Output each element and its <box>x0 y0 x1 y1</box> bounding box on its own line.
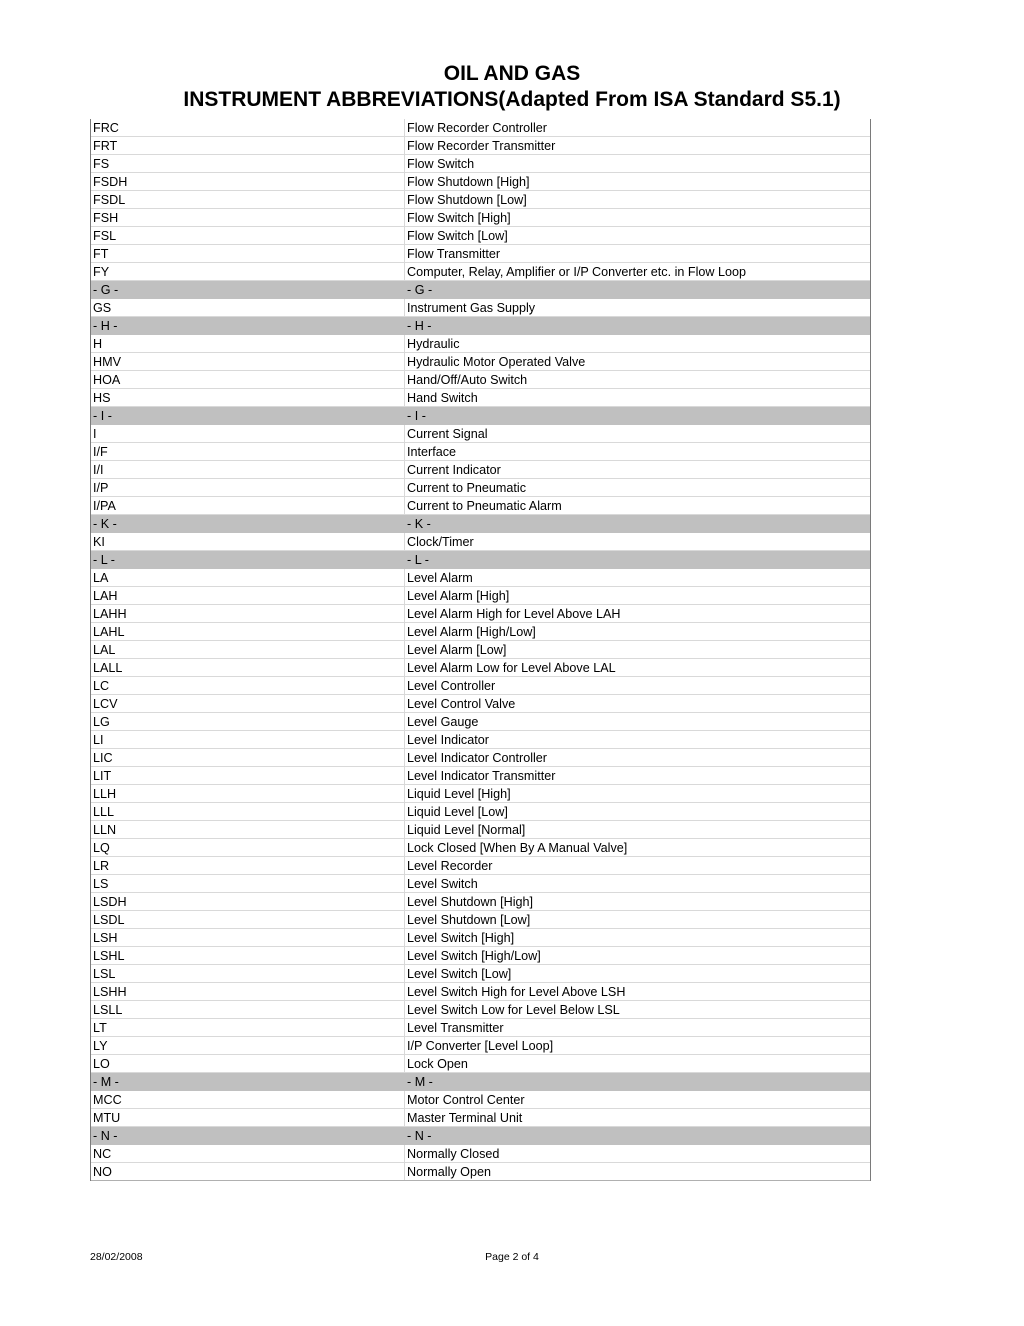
description-cell: Level Switch [Low] <box>407 967 512 981</box>
abbreviation-cell: FSL <box>91 227 405 244</box>
abbreviation-cell: FT <box>91 245 405 262</box>
abbreviation-cell: LSH <box>91 929 405 946</box>
abbreviation-cell: LSDH <box>91 893 405 910</box>
description-cell: Level Transmitter <box>407 1021 504 1035</box>
description-cell: I/P Converter [Level Loop] <box>407 1039 554 1053</box>
document-title: OIL AND GAS <box>443 62 581 85</box>
section-header-row <box>91 551 870 569</box>
abbreviation-cell: FSH <box>91 209 405 226</box>
abbreviation-cell: LI <box>91 731 405 748</box>
section-header-row <box>91 1127 870 1145</box>
table-row <box>91 1001 870 1019</box>
table-row <box>91 1145 870 1163</box>
description-cell: Flow Shutdown [Low] <box>407 193 527 207</box>
section-letter: - N - <box>407 1129 432 1143</box>
table-row <box>91 137 870 155</box>
description-cell: Level Controller <box>407 679 496 693</box>
description-cell: Level Alarm <box>407 571 473 585</box>
table-row <box>91 803 870 821</box>
description-cell: Level Switch [High/Low] <box>407 949 541 963</box>
abbreviation-cell: HMV <box>91 353 405 370</box>
table-row <box>91 209 870 227</box>
table-row <box>91 155 870 173</box>
description-cell: Level Alarm [High/Low] <box>407 625 536 639</box>
description-cell: Level Switch [High] <box>407 931 515 945</box>
abbreviation-cell: LS <box>91 875 405 892</box>
abbreviation-cell: LA <box>91 569 405 586</box>
abbreviation-cell: LSLL <box>91 1001 405 1018</box>
table-row <box>91 623 870 641</box>
description-cell: Current Signal <box>407 427 488 441</box>
section-letter: - I - <box>91 407 405 424</box>
section-letter: - I - <box>407 409 426 423</box>
footer-page-number: Page 2 of 4 <box>485 1251 539 1263</box>
abbreviation-cell: LSL <box>91 965 405 982</box>
table-row <box>91 875 870 893</box>
section-header-row <box>91 515 870 533</box>
abbreviation-cell: FS <box>91 155 405 172</box>
description-cell: Lock Open <box>407 1057 468 1071</box>
description-cell: Flow Recorder Controller <box>407 121 547 135</box>
table-row <box>91 353 870 371</box>
abbreviation-cell: FSDH <box>91 173 405 190</box>
abbreviation-cell: LT <box>91 1019 405 1036</box>
description-cell: Computer, Relay, Amplifier or I/P Converter etc. in Flow Loop <box>407 265 747 279</box>
abbreviation-cell: MCC <box>91 1091 405 1108</box>
description-cell: Flow Switch <box>407 157 475 171</box>
table-row <box>91 1055 870 1073</box>
description-cell: Flow Transmitter <box>407 247 501 261</box>
table-row <box>91 1037 870 1055</box>
abbreviation-cell: MTU <box>91 1109 405 1126</box>
table-row <box>91 245 870 263</box>
abbreviation-cell: I/P <box>91 479 405 496</box>
table-row <box>91 731 870 749</box>
table-row <box>91 839 870 857</box>
document-subtitle: INSTRUMENT ABBREVIATIONS(Adapted From ISA Standard S5.1) <box>183 88 841 111</box>
abbreviation-cell: FY <box>91 263 405 280</box>
abbreviation-cell: LSHL <box>91 947 405 964</box>
description-cell: Level Alarm High for Level Above LAH <box>407 607 621 621</box>
abbreviation-cell: LSHH <box>91 983 405 1000</box>
description-cell: Level Switch Low for Level Below LSL <box>407 1003 620 1017</box>
description-cell: Motor Control Center <box>407 1093 525 1107</box>
abbreviation-cell: LC <box>91 677 405 694</box>
description-cell: Liquid Level [Low] <box>407 805 508 819</box>
description-cell: Level Shutdown [High] <box>407 895 534 909</box>
table-row <box>91 263 870 281</box>
abbreviation-cell: FRT <box>91 137 405 154</box>
table-row <box>91 893 870 911</box>
description-cell: Level Recorder <box>407 859 493 873</box>
section-letter: - H - <box>91 317 405 334</box>
table-row <box>91 389 870 407</box>
table-row <box>91 173 870 191</box>
section-letter: - K - <box>407 517 431 531</box>
table-row <box>91 857 870 875</box>
abbreviation-cell: LG <box>91 713 405 730</box>
abbreviation-cell: LAHH <box>91 605 405 622</box>
table-row <box>91 929 870 947</box>
abbreviation-cell: I/F <box>91 443 405 460</box>
abbreviation-cell: HOA <box>91 371 405 388</box>
table-row <box>91 461 870 479</box>
description-cell: Flow Switch [High] <box>407 211 511 225</box>
table-row <box>91 1091 870 1109</box>
abbreviation-cell: LIT <box>91 767 405 784</box>
description-cell: Current to Pneumatic Alarm <box>407 499 562 513</box>
table-row <box>91 785 870 803</box>
description-cell: Level Alarm [High] <box>407 589 510 603</box>
section-letter: - G - <box>91 281 405 298</box>
table-row <box>91 677 870 695</box>
table-row <box>91 767 870 785</box>
abbreviation-table <box>90 119 871 1181</box>
section-letter: - G - <box>407 283 433 297</box>
abbreviation-cell: LSDL <box>91 911 405 928</box>
abbreviation-cell: LO <box>91 1055 405 1072</box>
description-cell: Level Alarm Low for Level Above LAL <box>407 661 616 675</box>
abbreviation-cell: NC <box>91 1145 405 1162</box>
section-letter: - M - <box>407 1075 433 1089</box>
table-row <box>91 479 870 497</box>
section-letter: - L - <box>407 553 429 567</box>
description-cell: Level Gauge <box>407 715 479 729</box>
abbreviation-cell: LAL <box>91 641 405 658</box>
table-row <box>91 821 870 839</box>
table-row <box>91 605 870 623</box>
abbreviation-cell: LCV <box>91 695 405 712</box>
abbreviation-cell: H <box>91 335 405 352</box>
table-row <box>91 299 870 317</box>
abbreviation-cell: FRC <box>91 119 405 136</box>
abbreviation-cell: KI <box>91 533 405 550</box>
table-row <box>91 335 870 353</box>
description-cell: Hand Switch <box>407 391 478 405</box>
abbreviation-cell: I/I <box>91 461 405 478</box>
description-cell: Liquid Level [Normal] <box>407 823 526 837</box>
section-header-row <box>91 317 870 335</box>
description-cell: Liquid Level [High] <box>407 787 511 801</box>
section-letter: - M - <box>91 1073 405 1090</box>
table-row <box>91 659 870 677</box>
section-letter: - L - <box>91 551 405 568</box>
table-row <box>91 1163 870 1181</box>
section-letter: - H - <box>407 319 432 333</box>
abbreviation-cell: GS <box>91 299 405 316</box>
section-header-row <box>91 281 870 299</box>
table-row <box>91 497 870 515</box>
description-cell: Level Indicator Transmitter <box>407 769 556 783</box>
table-row <box>91 749 870 767</box>
table-row <box>91 911 870 929</box>
abbreviation-cell: LY <box>91 1037 405 1054</box>
table-row <box>91 1019 870 1037</box>
description-cell: Hand/Off/Auto Switch <box>407 373 528 387</box>
description-cell: Flow Shutdown [High] <box>407 175 530 189</box>
description-cell: Level Indicator Controller <box>407 751 548 765</box>
table-row <box>91 371 870 389</box>
description-cell: Clock/Timer <box>407 535 474 549</box>
table-row <box>91 641 870 659</box>
abbreviation-cell: LIC <box>91 749 405 766</box>
description-cell: Level Alarm [Low] <box>407 643 507 657</box>
section-header-row <box>91 407 870 425</box>
description-cell: Interface <box>407 445 457 459</box>
description-cell: Level Control Valve <box>407 697 516 711</box>
section-letter: - K - <box>91 515 405 532</box>
abbreviation-cell: LQ <box>91 839 405 856</box>
abbreviation-cell: LAHL <box>91 623 405 640</box>
table-row <box>91 947 870 965</box>
footer-date: 28/02/2008 <box>90 1251 143 1263</box>
table-row <box>91 191 870 209</box>
description-cell: Level Switch <box>407 877 478 891</box>
description-cell: Hydraulic Motor Operated Valve <box>407 355 586 369</box>
abbreviation-cell: LAH <box>91 587 405 604</box>
abbreviation-cell: LLN <box>91 821 405 838</box>
table-row <box>91 983 870 1001</box>
section-header-row <box>91 1073 870 1091</box>
table-row <box>91 713 870 731</box>
table-row <box>91 1109 870 1127</box>
description-cell: Normally Closed <box>407 1147 500 1161</box>
abbreviation-cell: NO <box>91 1163 405 1180</box>
description-cell: Hydraulic <box>407 337 460 351</box>
description-cell: Level Switch High for Level Above LSH <box>407 985 626 999</box>
table-row <box>91 425 870 443</box>
description-cell: Flow Recorder Transmitter <box>407 139 556 153</box>
abbreviation-cell: I <box>91 425 405 442</box>
description-cell: Instrument Gas Supply <box>407 301 536 315</box>
table-row <box>91 227 870 245</box>
section-letter: - N - <box>91 1127 405 1144</box>
description-cell: Current Indicator <box>407 463 501 477</box>
abbreviation-cell: LALL <box>91 659 405 676</box>
abbreviation-cell: FSDL <box>91 191 405 208</box>
abbreviation-cell: LLL <box>91 803 405 820</box>
description-cell: Current to Pneumatic <box>407 481 526 495</box>
table-row <box>91 533 870 551</box>
table-row <box>91 569 870 587</box>
table-row <box>91 119 870 137</box>
abbreviation-cell: LR <box>91 857 405 874</box>
table-row <box>91 443 870 461</box>
abbreviation-cell: HS <box>91 389 405 406</box>
description-cell: Normally Open <box>407 1165 491 1179</box>
table-row <box>91 587 870 605</box>
description-cell: Master Terminal Unit <box>407 1111 523 1125</box>
description-cell: Flow Switch [Low] <box>407 229 508 243</box>
table-row <box>91 695 870 713</box>
description-cell: Level Indicator <box>407 733 489 747</box>
table-row <box>91 965 870 983</box>
abbreviation-cell: LLH <box>91 785 405 802</box>
description-cell: Lock Closed [When By A Manual Valve] <box>407 841 628 855</box>
description-cell: Level Shutdown [Low] <box>407 913 531 927</box>
abbreviation-cell: I/PA <box>91 497 405 514</box>
